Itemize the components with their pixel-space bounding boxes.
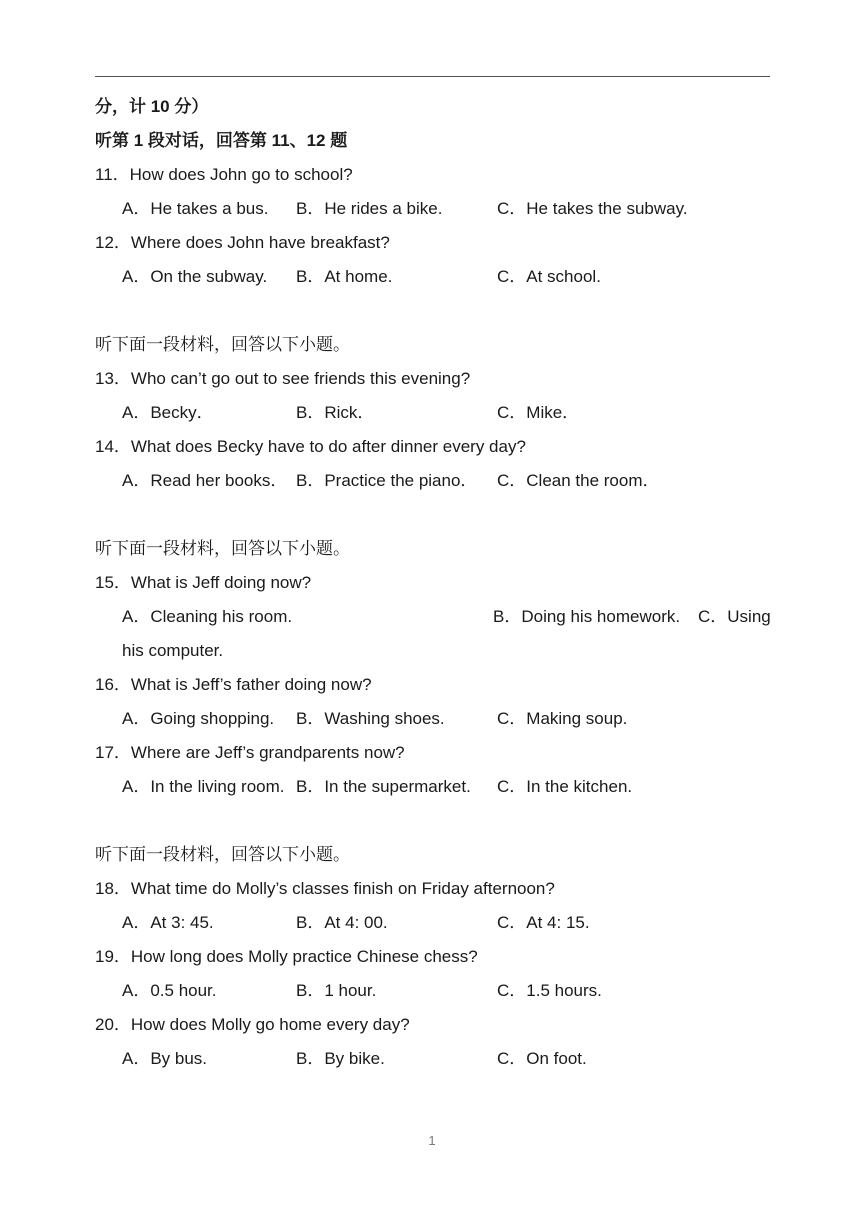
option-c: C．He takes the subway. [497, 199, 688, 218]
question-12-options [95, 260, 770, 294]
option-c: C．At school. [497, 267, 601, 286]
spacer [95, 804, 770, 838]
question-20-options [95, 1042, 770, 1076]
listening-section [95, 90, 770, 1076]
option-a: A．Read her books． [122, 471, 288, 490]
option-c: C．Making soup. [497, 709, 628, 728]
dialog-1-instruction: 听第 1 段对话，回答第 11、12 题 [95, 131, 348, 150]
option-b: B．At home. [296, 267, 393, 286]
question-17-stem: 17．Where are Jeff’s grandparents now? [95, 743, 405, 762]
option-b: B．He rides a bike. [296, 199, 443, 218]
option-b: B．Doing his homework. [493, 607, 681, 626]
option-a: A．Becky． [122, 403, 214, 422]
group-3-instruction: 听下面一段材料，回答以下小题。 [95, 539, 350, 558]
spacer [95, 294, 770, 328]
option-c: C．At 4: 15. [497, 913, 590, 932]
page-number: 1 [428, 1133, 436, 1148]
option-b: B．1 hour. [296, 981, 377, 1000]
question-16-options [95, 702, 770, 736]
question-19-stem: 19．How long does Molly practice Chinese chess? [95, 947, 478, 966]
option-a: A．0.5 hour. [122, 981, 217, 1000]
option-a: A．Cleaning his room. [122, 607, 293, 626]
question-11-options [95, 192, 770, 226]
option-a: A．At 3: 45. [122, 913, 214, 932]
group-4-instruction: 听下面一段材料，回答以下小题。 [95, 845, 350, 864]
option-c: C．1.5 hours. [497, 981, 602, 1000]
option-a: A．In the living room. [122, 777, 285, 796]
option-b: B．At 4: 00. [296, 913, 388, 932]
option-b: B．In the supermarket. [296, 777, 471, 796]
question-13-stem: 13．Who can’t go out to see friends this evening? [95, 369, 471, 388]
question-12-stem: 12．Where does John have breakfast? [95, 233, 390, 252]
option-b: B．Rick． [296, 403, 375, 422]
option-a: A．On the subway. [122, 267, 268, 286]
question-14-stem: 14．What does Becky have to do after dinner every day? [95, 437, 526, 456]
question-18-stem: 18．What time do Molly’s classes finish on Friday afternoon? [95, 879, 555, 898]
option-b: B．Washing shoes. [296, 709, 445, 728]
question-11-stem: 11．How does John go to school? [95, 165, 353, 184]
question-15-stem: 15．What is Jeff doing now? [95, 573, 312, 592]
option-b: B．By bike. [296, 1049, 385, 1068]
question-18-options [95, 906, 770, 940]
option-c: C．Mike． [497, 403, 580, 422]
question-15-options [95, 600, 770, 668]
section-header: 分，计 10 分） [95, 97, 209, 116]
option-c: C．Using [698, 607, 771, 626]
header-rule [95, 76, 770, 77]
option-c: C．In the kitchen. [497, 777, 633, 796]
option-a: A．He takes a bus. [122, 199, 269, 218]
question-17-options [95, 770, 770, 804]
group-2-instruction: 听下面一段材料，回答以下小题。 [95, 335, 350, 354]
question-14-options [95, 464, 770, 498]
question-16-stem: 16．What is Jeff’s father doing now? [95, 675, 372, 694]
spacer [95, 498, 770, 532]
option-c: C．Clean the room． [497, 471, 660, 490]
question-20-stem: 20．How does Molly go home every day? [95, 1015, 410, 1034]
option-c-continued: his computer. [122, 641, 224, 660]
option-a: A．Going shopping. [122, 709, 275, 728]
option-c: C．On foot. [497, 1049, 587, 1068]
question-19-options [95, 974, 770, 1008]
question-13-options [95, 396, 770, 430]
option-b: B．Practice the piano． [296, 471, 478, 490]
option-a: A．By bus. [122, 1049, 208, 1068]
